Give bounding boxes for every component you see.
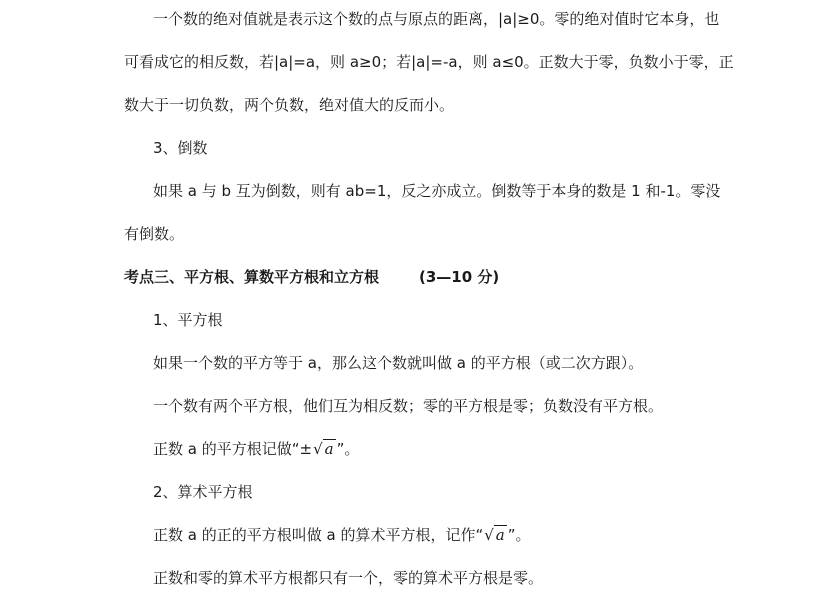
paragraph-line: 正数和零的算术平方根都只有一个，零的算术平方根是零。	[153, 569, 544, 587]
paragraph-line: 有倒数。	[124, 225, 185, 243]
radicand: a	[495, 526, 505, 544]
section-heading-arithmetic-square-root: 2、算术平方根	[153, 483, 253, 501]
paragraph-line: 如果一个数的平方等于 a，那么这个数就叫做 a 的平方根（或二次方跟）。	[153, 354, 644, 372]
text-segment: ”。	[336, 440, 360, 458]
exam-point-title: 考点三、平方根、算数平方根和立方根	[124, 268, 380, 286]
section-heading-square-root: 1、平方根	[153, 311, 223, 329]
paragraph-line: 如果 a 与 b 互为倒数，则有 ab=1，反之亦成立。倒数等于本身的数是 1 和-1。零没	[153, 182, 721, 200]
radicand: a	[324, 440, 334, 458]
paragraph-line: 一个数有两个平方根，他们互为相反数；零的平方根是零；负数没有平方根。	[153, 397, 664, 415]
text-segment: 正数 a 的正的平方根叫做 a 的算术平方根，记作“	[153, 526, 484, 544]
square-root-expression	[313, 438, 336, 460]
text-segment: 正数 a 的平方根记做“±	[153, 440, 313, 458]
radical-symbol: √	[313, 440, 323, 458]
paragraph-line	[153, 438, 359, 460]
square-root-expression	[484, 524, 507, 546]
exam-point-score: (3—10 分)	[419, 268, 500, 286]
radical-symbol: √	[484, 526, 494, 544]
paragraph-line: 可看成它的相反数，若|a|=a，则 a≥0；若|a|=-a，则 a≤0。正数大于零，负数小于零，正	[124, 53, 734, 71]
section-heading-reciprocal: 3、倒数	[153, 139, 208, 157]
exam-point-heading	[124, 266, 499, 288]
paragraph-line: 一个数的绝对值就是表示这个数的点与原点的距离，|a|≥0。零的绝对值时它本身，也	[153, 10, 720, 28]
paragraph-line: 数大于一切负数，两个负数，绝对值大的反而小。	[124, 96, 455, 114]
paragraph-line	[153, 524, 531, 546]
text-segment: ”。	[507, 526, 531, 544]
